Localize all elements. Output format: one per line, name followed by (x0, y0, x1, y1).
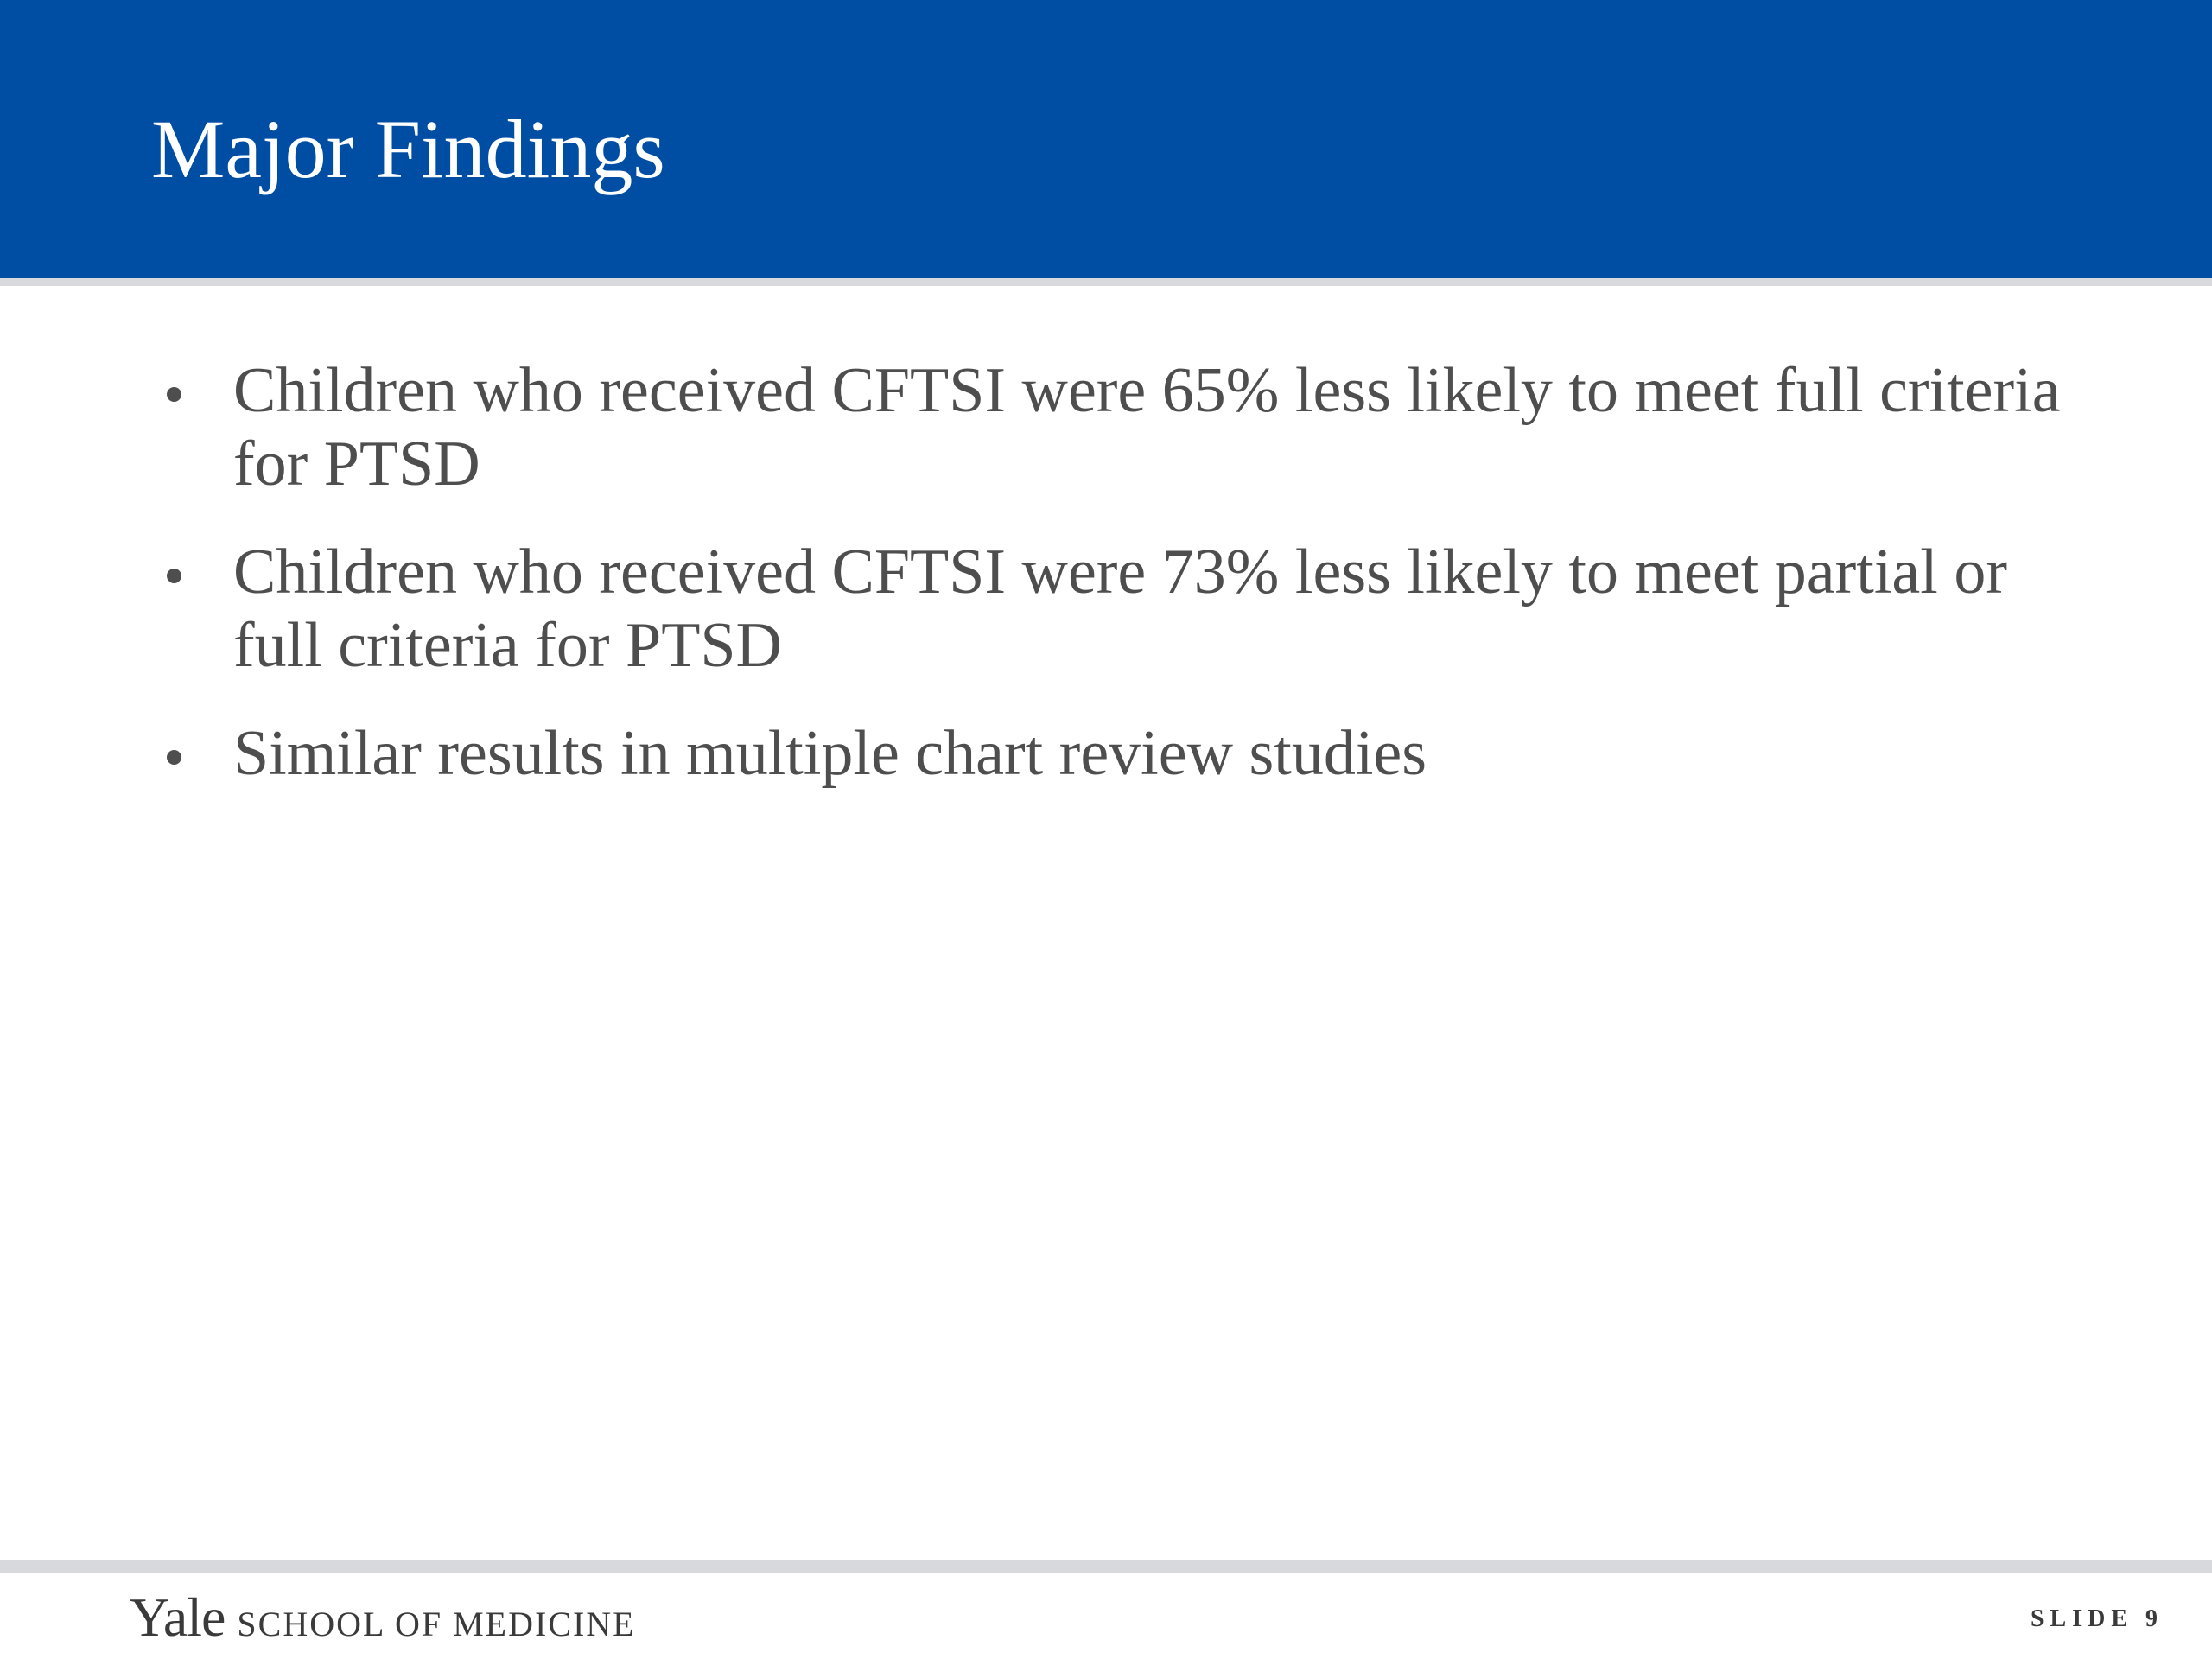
slide-number: SLIDE 9 (2030, 1605, 2164, 1632)
bullet-item (0, 354, 2091, 501)
bullet-marker-icon (167, 387, 181, 402)
bullet-marker-icon (167, 569, 181, 583)
bullet-marker-icon (167, 750, 181, 765)
slide-title: Major Findings (151, 103, 665, 195)
bullet-item (0, 717, 2091, 791)
bullet-text: Children who received CFTSI were 73% less likely to meet partial or full criteria for PTSD (233, 537, 2007, 681)
logo-school-text: SCHOOL OF MEDICINE (237, 1605, 636, 1643)
bullet-list (0, 354, 2212, 825)
bullet-text: Children who received CFTSI were 65% less likely to meet full criteria for PTSD (233, 355, 2061, 499)
title-banner (0, 0, 2212, 278)
bullet-item (0, 536, 2091, 683)
header-divider (0, 278, 2212, 286)
yale-school-of-medicine-logo (130, 1586, 636, 1656)
logo-yale-text: Yale (130, 1586, 226, 1648)
footer-divider (0, 1560, 2212, 1573)
bullet-text: Similar results in multiple chart review studies (233, 718, 1427, 789)
